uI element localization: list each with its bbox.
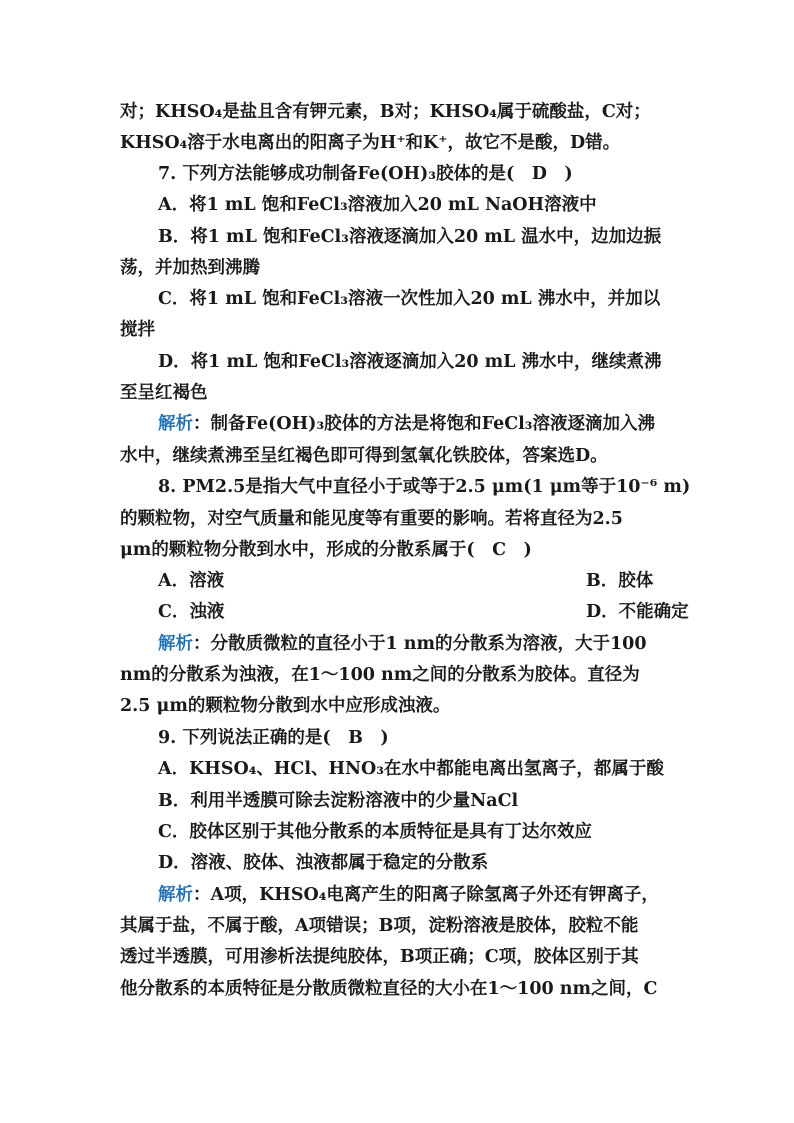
analysis-text: ：制备Fe(OH)₃胶体的方法是将饱和FeCl₃溶液逐滴加入沸 [193,414,655,434]
question-9: 9. 下列说法正确的是( B ) [158,728,389,748]
question-8-cont: μm的颗粒物分散到水中，形成的分散系属于( C ) [120,540,532,560]
analysis-label: 解析 [158,414,193,434]
q9-option-a: A．KHSO₄、HCl、HNO₃在水中都能电离出氢离子，都属于酸 [158,759,664,779]
question-7: 7. 下列方法能够成功制备Fe(OH)₃胶体的是( D ) [158,164,573,184]
analysis-8 [158,632,678,656]
question-8: 8. PM2.5是指大气中直径小于或等于2.5 μm(1 μm等于10⁻⁶ m) [158,477,691,497]
q7-option-c-cont: 搅拌 [120,320,155,340]
text-line: KHSO₄溶于水电离出的阳离子为H⁺和K⁺，故它不是酸，D错。 [120,133,621,153]
question-8-cont: 的颗粒物，对空气质量和能见度等有重要的影响。若将直径为2.5 [120,509,623,529]
analysis-7-cont: 水中，继续煮沸至呈红褐色即可得到氢氧化铁胶体，答案选D。 [120,446,608,466]
analysis-text: ：A项，KHSO₄电离产生的阳离子除氢离子外还有钾离子， [193,885,659,905]
analysis-9 [158,883,678,907]
q7-option-a: A．将1 mL 饱和FeCl₃溶液加入20 mL NaOH溶液中 [158,195,597,215]
analysis-7 [158,412,678,436]
q9-option-d: D．溶液、胶体、浊液都属于稳定的分散系 [158,853,489,873]
q7-option-b-cont: 荡，并加热到沸腾 [120,258,260,278]
q7-option-c: C．将1 mL 饱和FeCl₃溶液一次性加入20 mL 沸水中，并加以 [158,289,661,309]
analysis-8-cont: nm的分散系为浊液，在1～100 nm之间的分散系为胶体。直径为 [120,665,640,685]
q8-options-row-1 [158,569,678,593]
analysis-label: 解析 [158,885,193,905]
q8-option-c: C．浊液 [158,602,225,622]
analysis-9-cont: 其属于盐，不属于酸，A项错误；B项，淀粉溶液是胶体，胶粒不能 [120,916,639,936]
q8-options-row-2 [158,600,689,624]
analysis-9-cont: 他分散系的本质特征是分散质微粒直径的大小在1～100 nm之间，C [120,979,658,999]
q9-option-c: C．胶体区别于其他分散系的本质特征是具有丁达尔效应 [158,822,592,842]
analysis-8-cont: 2.5 μm的颗粒物分散到水中应形成浊液。 [120,696,451,716]
q8-option-d: D．不能确定 [586,602,689,622]
q7-option-d: D．将1 mL 饱和FeCl₃溶液逐滴加入20 mL 沸水中，继续煮沸 [158,352,662,372]
analysis-9-cont: 透过半透膜，可用渗析法提纯胶体，B项正确；C项，胶体区别于其 [120,947,639,967]
q7-option-b: B．将1 mL 饱和FeCl₃溶液逐滴加入20 mL 温水中，边加边振 [158,227,662,247]
analysis-label: 解析 [158,634,193,654]
q8-option-a: A．溶液 [158,571,225,591]
q7-option-d-cont: 至呈红褐色 [120,383,208,403]
text-line: 对；KHSO₄是盐且含有钾元素，B对；KHSO₄属于硫酸盐，C对； [120,102,651,122]
q8-option-b: B．胶体 [586,571,654,591]
q9-option-b: B．利用半透膜可除去淀粉溶液中的少量NaCl [158,791,519,811]
analysis-text: ：分散质微粒的直径小于1 nm的分散系为溶液，大于100 [193,634,647,654]
